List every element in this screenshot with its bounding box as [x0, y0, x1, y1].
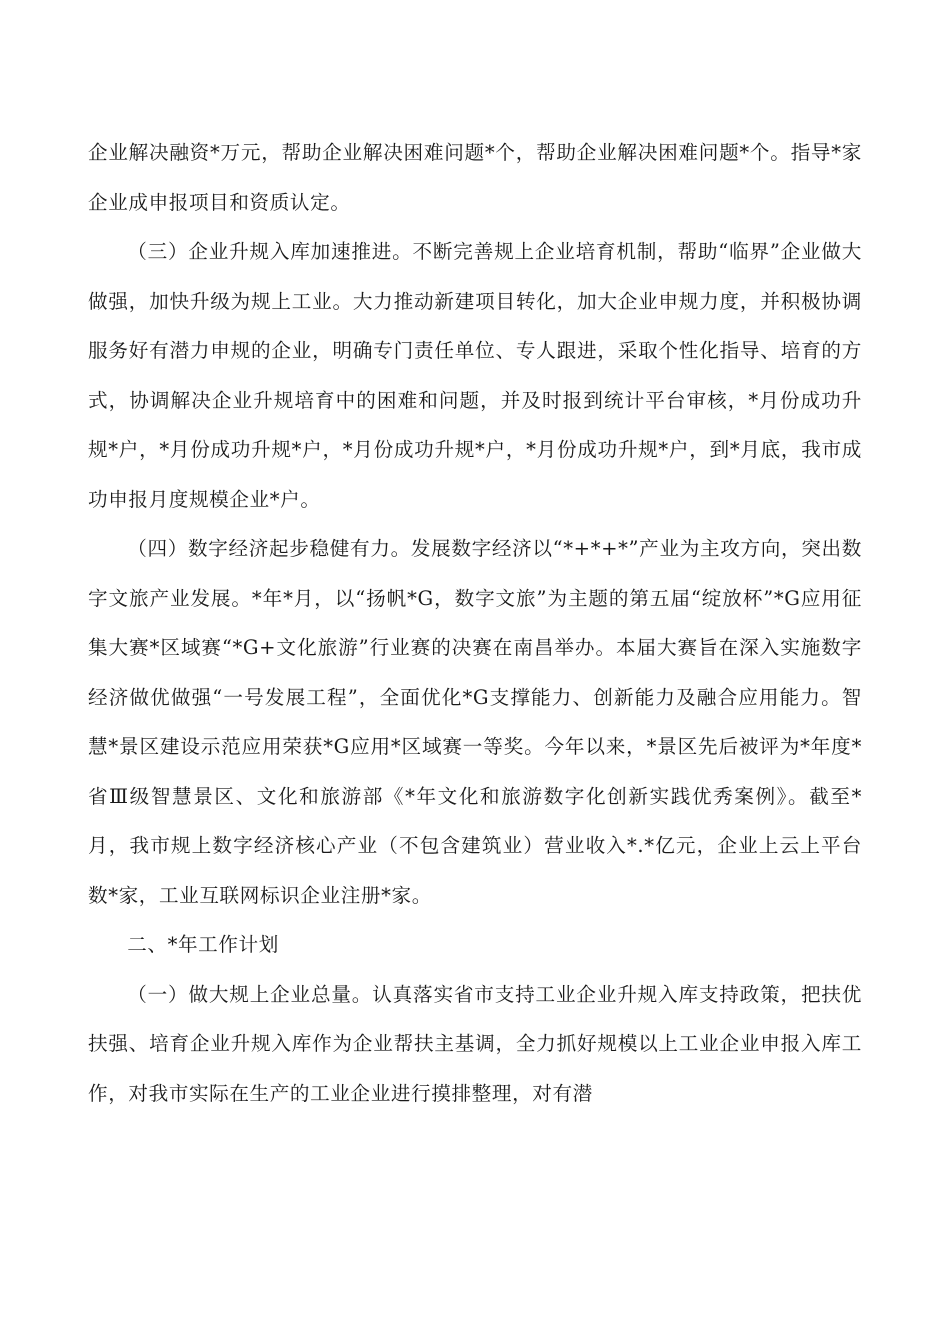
paragraph-expand-enterprises: （一）做大规上企业总量。认真落实省市支持工业企业升规入库支持政策，把扶优扶强、培育企业升规入库作为企业帮扶主基调，全力抓好规模以上工业企业申报入库工作，对我市实际在生产的工业企业进行摸排整理，对有潜	[88, 982, 862, 1105]
section-heading-work-plan: 二、*年工作计划	[127, 933, 279, 956]
paragraph-financing: 企业解决融资*万元，帮助企业解决困难问题*个，帮助企业解决困难问题*个。指导*家企业成申报项目和资质认定。	[88, 141, 862, 214]
document-body	[88, 128, 862, 1118]
paragraph-enterprise-upgrade: （三）企业升规入库加速推进。不断完善规上企业培育机制，帮助“临界”企业做大做强，加快升级为规上工业。大力推动新建项目转化，加大企业申规力度，并积极协调服务好有潜力申规的企业，明确专门责任单位、专人跟进，采取个性化指导、培育的方式，协调解决企业升规培育中的困难和问题，并及时报到统计平台审核，*月份成功升规*户，*月份成功升规*户，*月份成功升规*户，*月份成功升规*户，到*月底，我市成功申报月度规模企业*户。	[88, 240, 862, 511]
paragraph-digital-economy: （四）数字经济起步稳健有力。发展数字经济以“*+*+*”产业为主攻方向，突出数字文旅产业发展。*年*月，以“扬帆*G，数字文旅”为主题的第五届“绽放杯”*G应用征集大赛*区域赛“*G+文化旅游”行业赛的决赛在南昌举办。本届大赛旨在深入实施数字经济做优做强“一号发展工程”，全面优化*G支撑能力、创新能力及融合应用能力。智慧*景区建设示范应用荣获*G应用*区域赛一等奖。今年以来，*景区先后被评为*年度*省Ⅲ级智慧景区、文化和旅游部《*年文化和旅游数字化创新实践优秀案例》。截至*月，我市规上数字经济核心产业（不包含建筑业）营业收入*.*亿元，企业上云上平台数*家，工业互联网标识企业注册*家。	[88, 537, 862, 907]
